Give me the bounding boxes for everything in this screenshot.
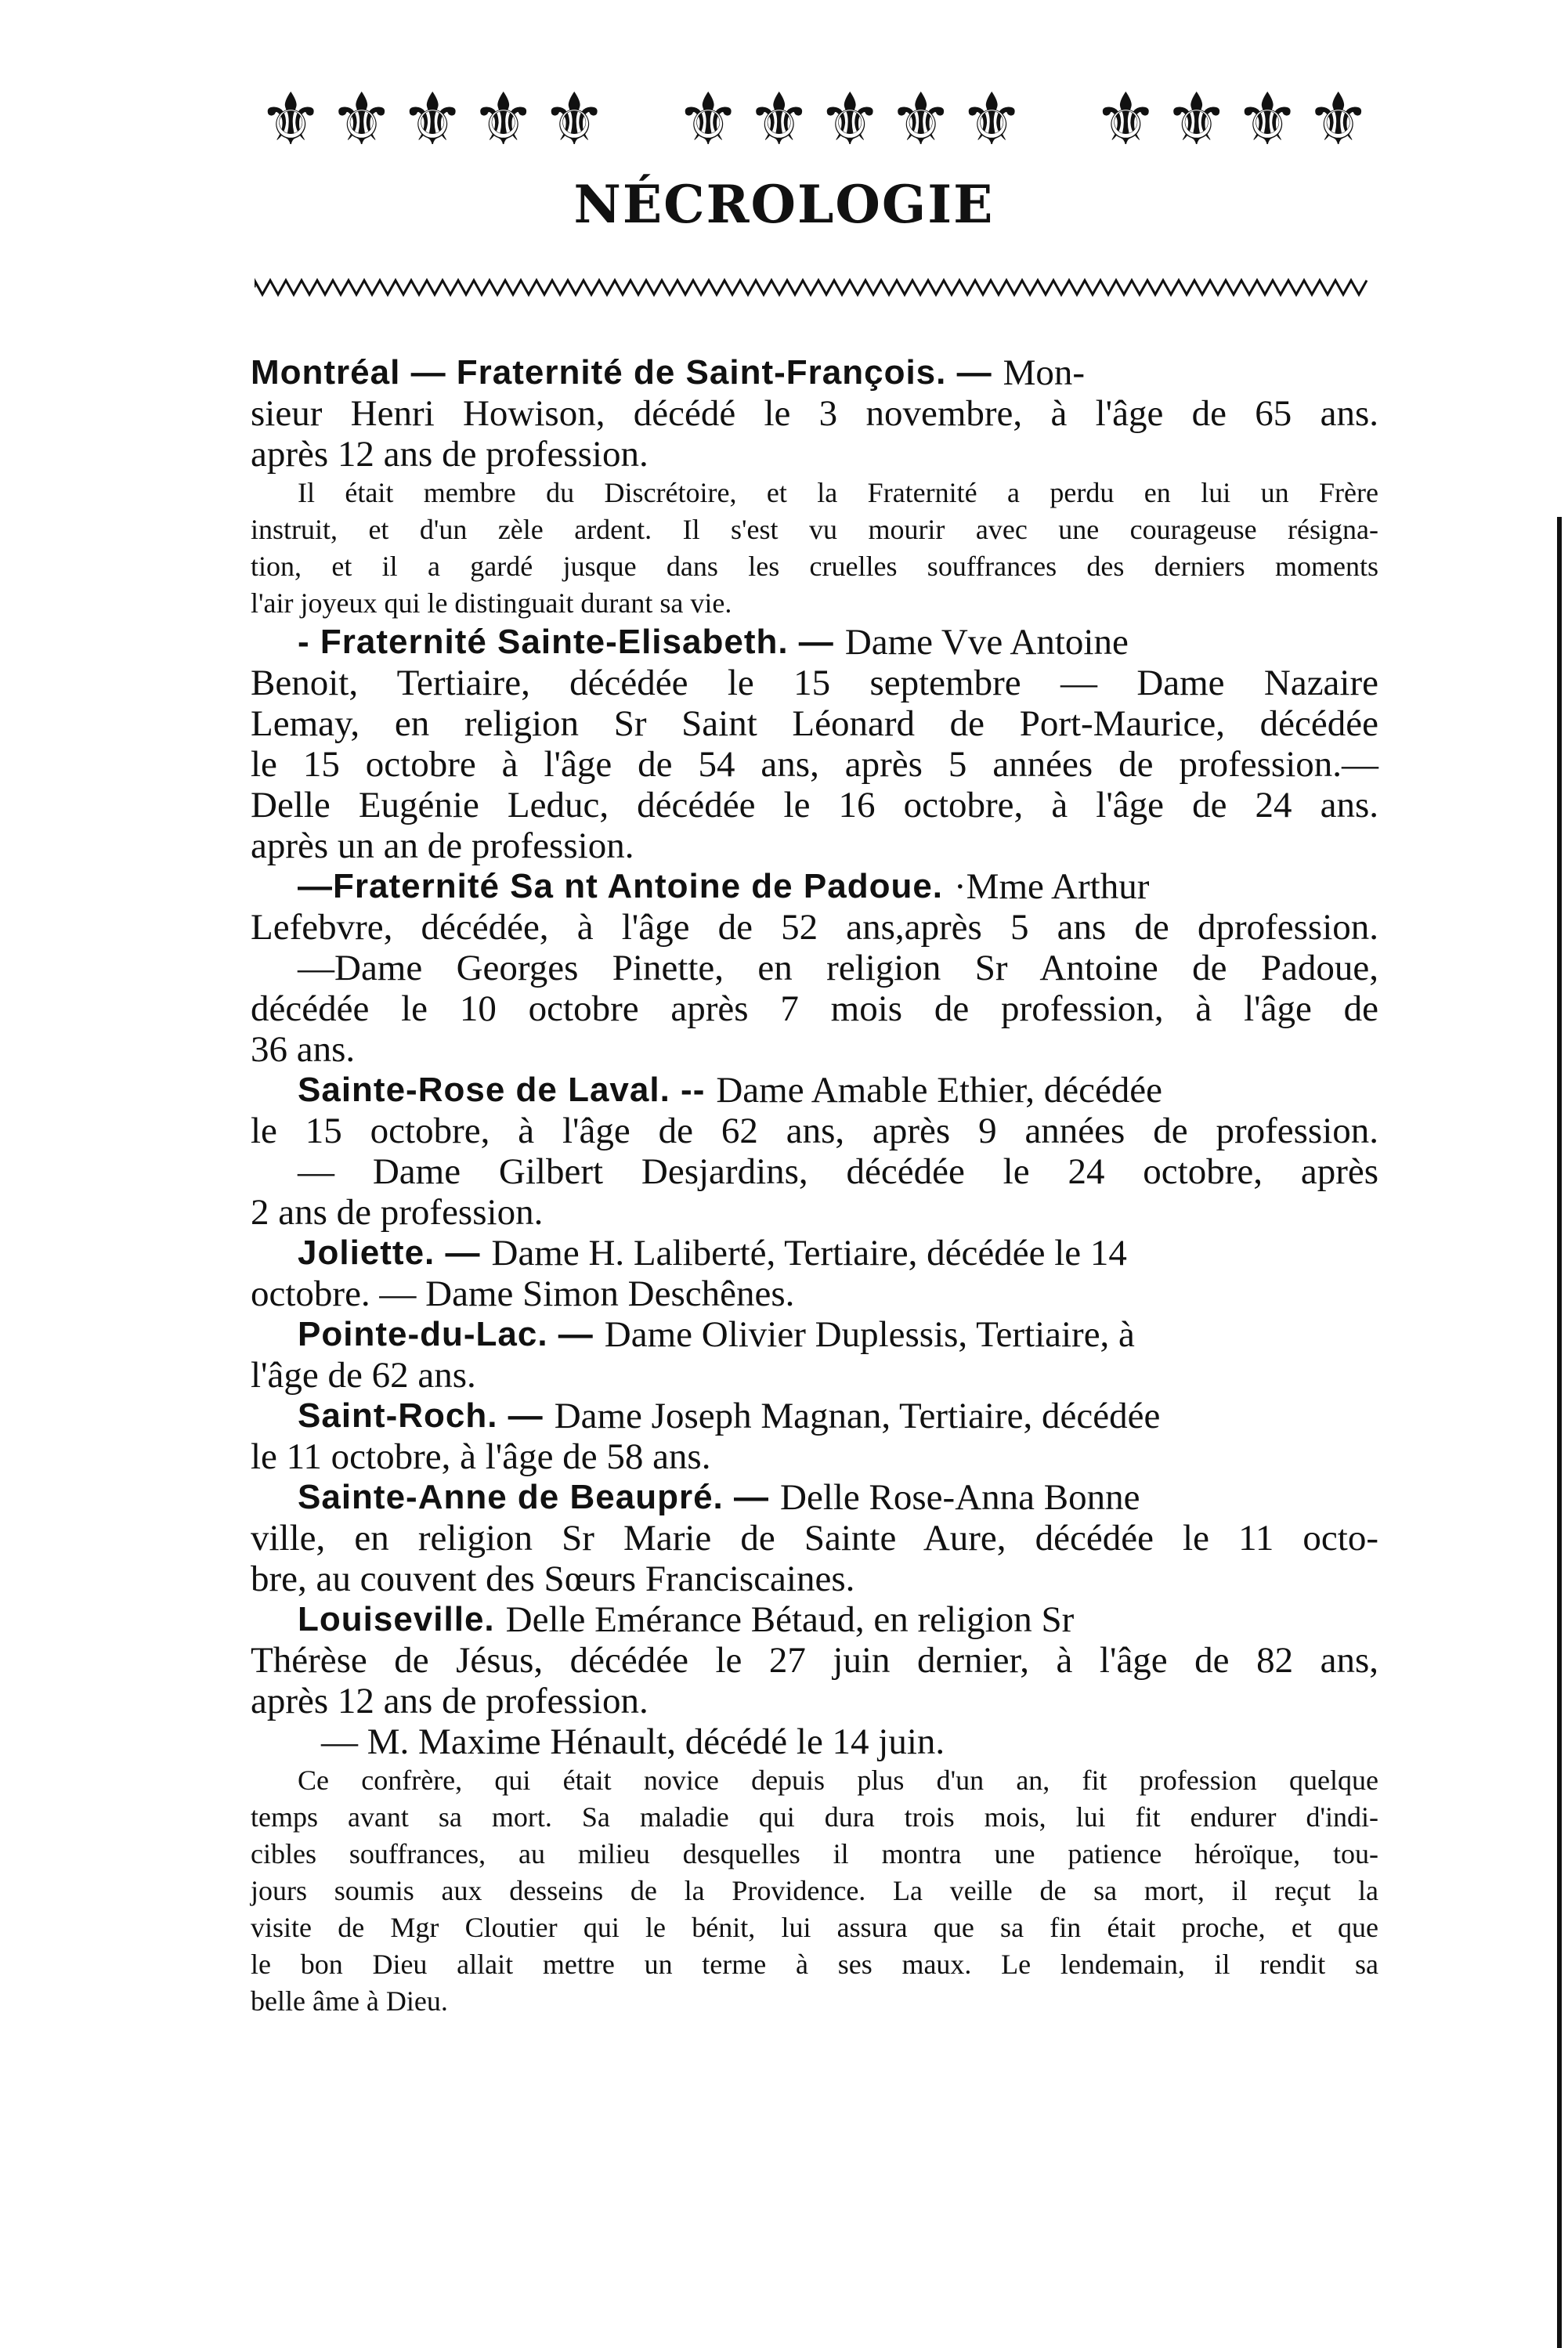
page-title: NÉCROLOGIE [573, 174, 995, 235]
line-text: instruit, et d'un zèle ardent. Il s'est vu mourir avec une courageuse résigna- [251, 514, 1378, 545]
fleur-de-lis-icon: ⚜ [1093, 78, 1158, 161]
text-line [251, 1762, 1378, 1799]
fleur-de-lis-icon: ⚜ [258, 78, 323, 161]
parish-heading: Louiseville. [298, 1600, 495, 1638]
text-line [251, 1477, 1378, 1518]
text-line [251, 907, 1378, 948]
text-line [251, 511, 1378, 548]
line-text: l'air joyeux qui le distinguait durant sa vie. [251, 587, 732, 619]
paragraph-entry [251, 1070, 1378, 1233]
line-text: tion, et il a gardé jusque dans les cruelles souffrances des derniers moments [251, 551, 1378, 582]
text-line [251, 948, 1378, 988]
line-text: Thérèse de Jésus, décédée le 27 juin dernier, à l'âge de 82 ans, [251, 1640, 1378, 1681]
line-text: Il était membre du Discrétoire, et la Fraternité a perdu en lui un Frère [298, 477, 1378, 508]
line-text: — M. Maxime Hénault, décédé le 14 juin. [321, 1721, 945, 1762]
text-line [251, 1192, 1378, 1233]
text-line [251, 1070, 1378, 1111]
text-line [251, 1111, 1378, 1151]
fleur-de-lis-icon: ⚜ [959, 78, 1024, 161]
line-text: Ce confrère, qui était novice depuis plus d'un an, fit profession quelque [298, 1765, 1378, 1796]
parish-heading: Sainte-Rose de Laval. -- [298, 1071, 706, 1109]
text-line [251, 622, 1378, 663]
parish-heading: Saint-Roch. — [298, 1396, 544, 1435]
line-text: l'âge de 62 ans. [251, 1355, 476, 1396]
parish-heading: Sainte-Anne de Beaupré. — [298, 1478, 770, 1516]
text-line [251, 1396, 1378, 1436]
text-line [251, 1836, 1378, 1873]
text-line [251, 1436, 1378, 1477]
wavy-divider [255, 274, 1371, 301]
line-text: le 15 octobre, à l'âge de 62 ans, après 9 années de profession. [251, 1111, 1378, 1151]
text-line [251, 352, 1378, 393]
text-line [251, 1983, 1378, 2020]
line-text: le bon Dieu allait mettre un terme à ses maux. Le lendemain, il rendit sa [251, 1949, 1378, 1980]
line-text: après un an de profession. [251, 825, 634, 866]
parish-heading: Joliette. — [298, 1234, 481, 1272]
line-text: — Dame Gilbert Desjardins, décédée le 24 octobre, après [298, 1151, 1378, 1192]
line-text: Dame H. Laliberté, Tertiaire, décédée le 14 [491, 1233, 1127, 1273]
line-text: belle âme à Dieu. [251, 1985, 448, 2017]
line-text: ville, en religion Sr Marie de Sainte Aure, décédée le 11 octo- [251, 1518, 1378, 1559]
fleur-de-lis-icon: ⚜ [1306, 78, 1371, 161]
paragraph-entry [251, 866, 1378, 1070]
fleur-de-lis-icon: ⚜ [888, 78, 953, 161]
line-text: décédée le 10 octobre après 7 mois de profession, à l'âge de [251, 988, 1378, 1029]
text-line [251, 1314, 1378, 1355]
line-text: ·Mme Arthur [954, 866, 1150, 907]
paragraph-entry [251, 1396, 1378, 1477]
obituary-text [251, 352, 1378, 2020]
fleur-de-lis-border [258, 77, 1371, 163]
text-line [251, 1640, 1378, 1681]
line-text: Dame Olivier Duplessis, Tertiaire, à [604, 1314, 1135, 1355]
parish-heading: Pointe-du-Lac. — [298, 1315, 594, 1353]
text-line [251, 434, 1378, 475]
ornament-group [676, 78, 1024, 161]
line-text: Delle Rose-Anna Bonne [780, 1477, 1140, 1518]
text-line [251, 1909, 1378, 1946]
text-line [251, 393, 1378, 434]
fleur-de-lis-icon: ⚜ [399, 78, 465, 161]
parish-heading: —Fraternité Sa nt Antoine de Padoue. [298, 867, 944, 905]
line-text: Mon- [1003, 352, 1086, 393]
line-text: Dame Amable Ethier, décédée [716, 1070, 1163, 1111]
fleur-de-lis-icon: ⚜ [1235, 78, 1300, 161]
text-line [251, 585, 1378, 622]
paragraph-commentary [251, 475, 1378, 622]
paragraph-entry [251, 352, 1378, 475]
line-text: le 15 octobre à l'âge de 54 ans, après 5 années de profession.— [251, 744, 1378, 785]
page-edge-rule [1557, 517, 1562, 2348]
text-line [251, 475, 1378, 511]
line-text: cibles souffrances, au milieu desquelles il montra une patience héroïque, tou- [251, 1838, 1378, 1869]
paragraph-entry [251, 1314, 1378, 1396]
line-text: Delle Emérance Bétaud, en religion Sr [505, 1599, 1075, 1640]
line-text: après 12 ans de profession. [251, 434, 649, 475]
line-text: Dame Vve Antoine [844, 622, 1129, 663]
line-text: —Dame Georges Pinette, en religion Sr Antoine de Padoue, [298, 948, 1378, 988]
text-line [251, 703, 1378, 744]
text-line [251, 1273, 1378, 1314]
line-text: Benoit, Tertiaire, décédée le 15 septembre — Dame Nazaire [251, 663, 1378, 703]
text-line [251, 1681, 1378, 1721]
text-line [251, 825, 1378, 866]
text-line [251, 785, 1378, 825]
fleur-de-lis-icon: ⚜ [329, 78, 394, 161]
fleur-de-lis-icon: ⚜ [471, 78, 536, 161]
line-text: jours soumis aux desseins de la Providence. La veille de sa mort, il reçut la [251, 1875, 1378, 1906]
paragraph-entry [251, 622, 1378, 866]
line-text: sieur Henri Howison, décédé le 3 novembre, à l'âge de 65 ans. [251, 393, 1378, 434]
fleur-de-lis-icon: ⚜ [1164, 78, 1230, 161]
line-text: temps avant sa mort. Sa maladie qui dura trois mois, lui fit endurer d'indi- [251, 1801, 1378, 1833]
parish-heading: Montréal — Fraternité de Saint-François. — [251, 353, 992, 392]
text-line [251, 548, 1378, 585]
paragraph-entry [251, 1233, 1378, 1314]
paragraph-entry [251, 1599, 1378, 1762]
ornament-group [258, 78, 607, 161]
line-text: après 12 ans de profession. [251, 1681, 649, 1721]
text-line [251, 866, 1378, 907]
text-line [251, 1599, 1378, 1640]
line-text: 2 ans de profession. [251, 1192, 544, 1233]
text-line [251, 663, 1378, 703]
line-text: octobre. — Dame Simon Deschênes. [251, 1273, 795, 1314]
line-text: Dame Joseph Magnan, Tertiaire, décédée [554, 1396, 1161, 1436]
ornament-group [1093, 78, 1371, 161]
text-line [251, 1873, 1378, 1909]
text-line [251, 1355, 1378, 1396]
text-line [251, 1559, 1378, 1599]
text-line [251, 1946, 1378, 1983]
paragraph-commentary [251, 1762, 1378, 2020]
fleur-de-lis-icon: ⚜ [676, 78, 741, 161]
text-line [251, 1799, 1378, 1836]
fleur-de-lis-icon: ⚜ [541, 78, 607, 161]
text-line [251, 1518, 1378, 1559]
line-text: le 11 octobre, à l'âge de 58 ans. [251, 1436, 711, 1477]
text-line [251, 1721, 1378, 1762]
parish-heading: - Fraternité Sainte-Elisabeth. — [298, 623, 834, 661]
line-text: bre, au couvent des Sœurs Franciscaines. [251, 1559, 855, 1599]
line-text: Lemay, en religion Sr Saint Léonard de Port-Maurice, décédée [251, 703, 1378, 744]
text-line [251, 1029, 1378, 1070]
text-line [251, 1151, 1378, 1192]
text-line [251, 744, 1378, 785]
text-line [251, 988, 1378, 1029]
line-text: Delle Eugénie Leduc, décédée le 16 octobre, à l'âge de 24 ans. [251, 785, 1378, 825]
fleur-de-lis-icon: ⚜ [746, 78, 811, 161]
line-text: 36 ans. [251, 1029, 356, 1070]
fleur-de-lis-icon: ⚜ [818, 78, 883, 161]
line-text: Lefebvre, décédée, à l'âge de 52 ans,après 5 ans de dprofession. [251, 907, 1378, 948]
text-line [251, 1233, 1378, 1273]
line-text: visite de Mgr Cloutier qui le bénit, lui assura que sa fin était proche, et que [251, 1912, 1378, 1943]
paragraph-entry [251, 1477, 1378, 1599]
